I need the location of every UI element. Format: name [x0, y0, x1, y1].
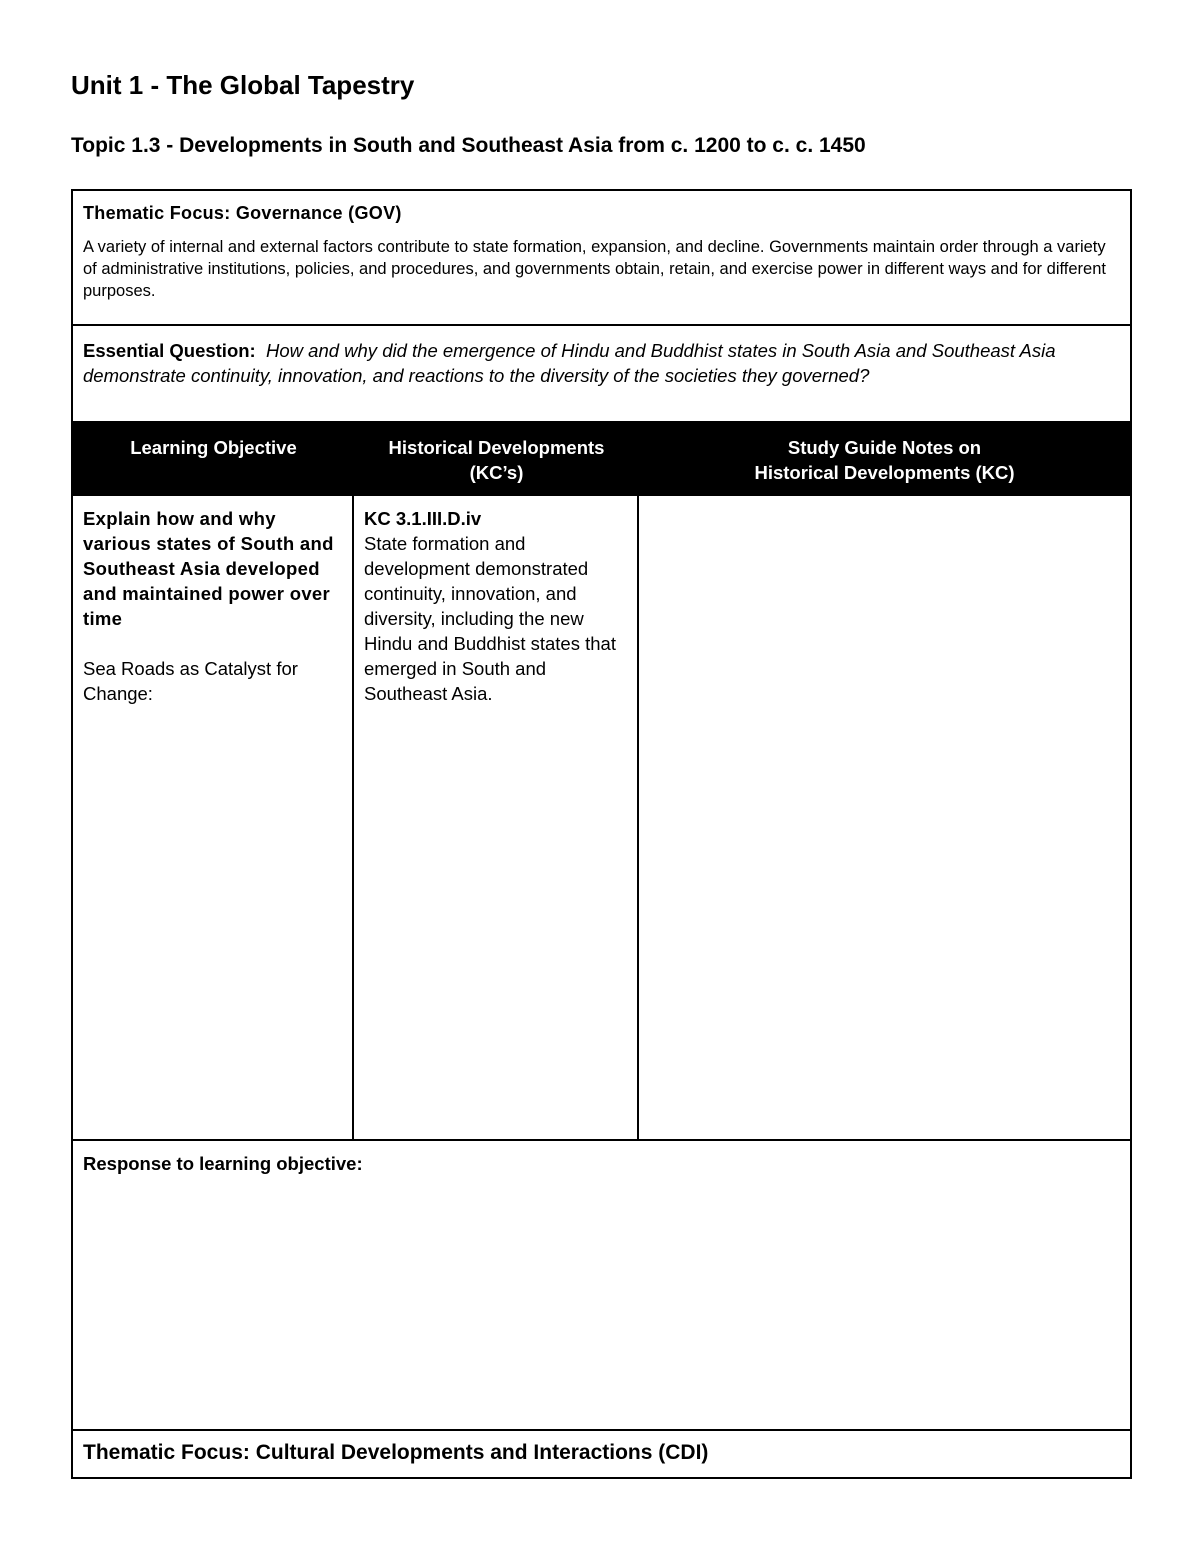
learning-objective-subtopic: Sea Roads as Catalyst for Change: — [83, 658, 298, 704]
thematic-focus-description: A variety of internal and external factors contribute to state formation, expansion, and decline. Governments maintain order through a variety of administrative institutions, policies, and procedures, and governments obtain, retain, and exercise power in different ways and for different purposes. — [83, 238, 1106, 300]
thematic-focus-cdi — [73, 1431, 1130, 1479]
thematic-focus-governance — [73, 191, 1130, 326]
thematic-focus-cdi-heading: Thematic Focus: Cultural Developments and Interactions (CDI) — [83, 1441, 709, 1464]
essential-question-text: How and why did the emergence of Hindu and Buddhist states in South Asia and Southeast Asia demonstrate continuity, innovation, and reactions to the diversity of the societies they governed? — [83, 340, 1056, 386]
header-study-guide-line1: Study Guide Notes on — [787, 437, 982, 458]
kc-description: State formation and development demonstrated continuity, innovation, and diversity, including the new Hindu and Buddhist states that emerged in South and Southeast Asia. — [364, 533, 616, 704]
header-study-guide-line2: Historical Developments (KC) — [754, 462, 1015, 483]
table-body-row — [73, 496, 1130, 1141]
learning-objective-cell — [73, 496, 354, 1139]
response-label: Response to learning objective: — [83, 1153, 363, 1174]
header-historical-developments-line1: Historical Developments — [388, 437, 605, 458]
unit-title: Unit 1 - The Global Tapestry — [71, 70, 415, 100]
topic-title: Topic 1.3 - Developments in South and Southeast Asia from c. 1200 to c. c. 1450 — [71, 134, 866, 157]
essential-question-label: Essential Question: — [83, 340, 256, 361]
study-guide-notes-cell[interactable] — [639, 496, 1130, 1139]
essential-question — [73, 326, 1130, 423]
header-historical-developments-line2: (KC’s) — [469, 462, 524, 483]
header-learning-objective-label: Learning Objective — [130, 437, 297, 458]
header-learning-objective — [73, 423, 354, 494]
thematic-focus-heading: Thematic Focus: Governance (GOV) — [83, 203, 402, 223]
header-historical-developments — [354, 423, 639, 494]
table-header-row — [73, 423, 1130, 496]
response-section[interactable] — [73, 1141, 1130, 1431]
kc-code: KC 3.1.III.D.iv — [364, 508, 482, 529]
historical-development-cell — [354, 496, 639, 1139]
learning-objective-statement: Explain how and why various states of South and Southeast Asia developed and maintained power over time — [83, 508, 334, 629]
study-guide-table — [71, 189, 1132, 1479]
header-study-guide-notes — [639, 423, 1130, 494]
